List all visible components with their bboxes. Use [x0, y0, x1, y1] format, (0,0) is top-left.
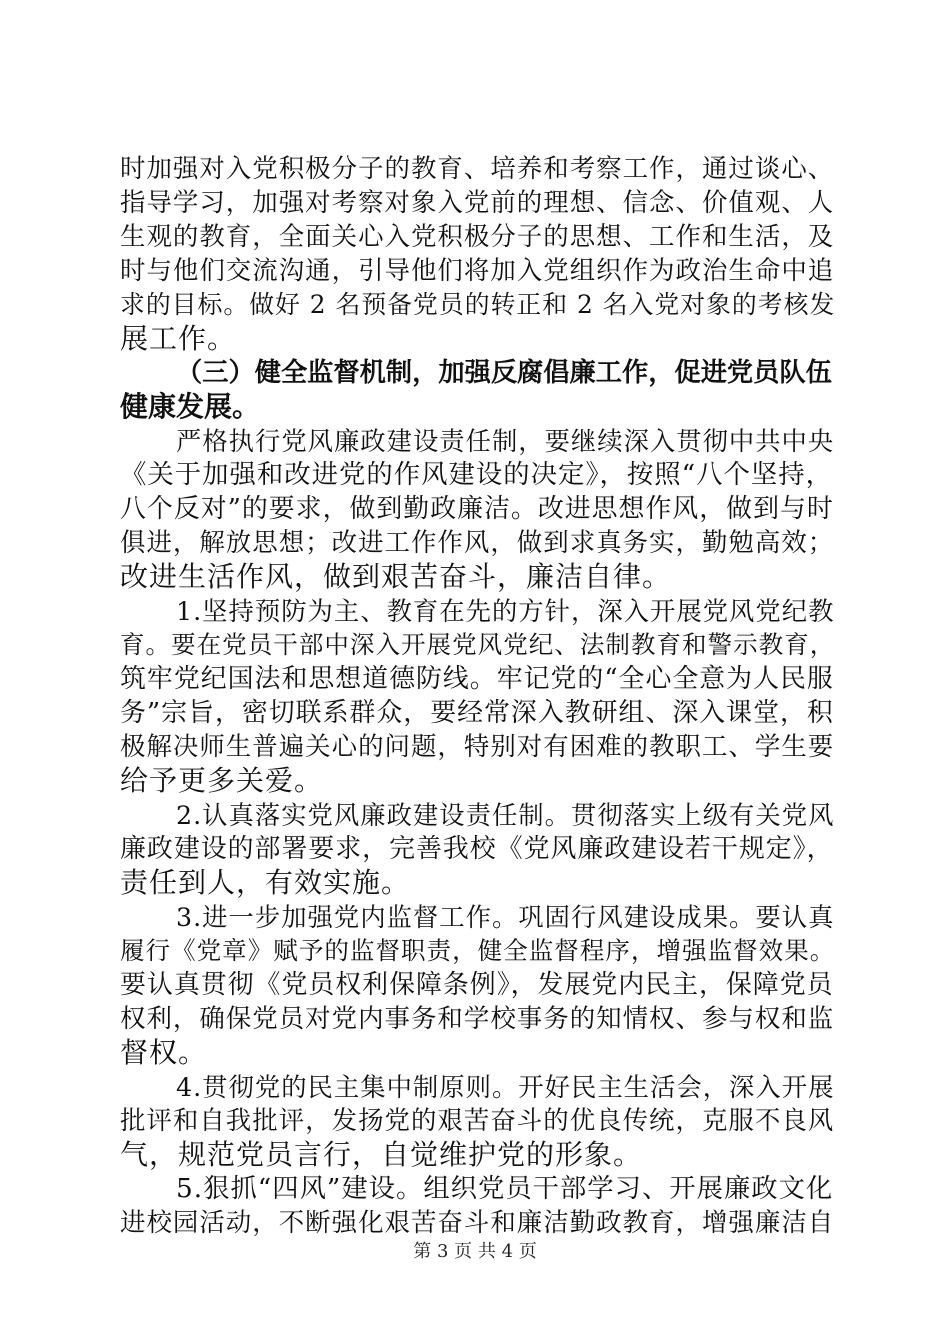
page-footer: 第 3 页 共 4 页 — [413, 1241, 537, 1262]
body-line: 3.进一步加强党内监督工作。巩固行风建设成果。要认真 — [176, 902, 835, 932]
body-line: 生观的教育，全面关心入党积极分子的思想、工作和生活，及 — [120, 222, 835, 252]
body-line: 履行《党章》赋予的监督职责，健全监督程序，增强监督效果。 — [120, 936, 836, 965]
body-line: 八个反对”的要求，做到勤政廉洁。改进思想作风，做到与时 — [120, 494, 834, 524]
body-line: 改进生活作风，做到艰苦奋斗，廉洁自律。 — [120, 560, 672, 593]
body-line: 筑牢党纪国法和思想道德防线。牢记党的“全心全意为人民服 — [120, 664, 834, 694]
body-line: 给予更多关爱。 — [120, 764, 324, 797]
body-line: 严格执行党风廉政建设责任制，要继续深入贯彻中共中央 — [176, 426, 835, 456]
body-line: 要认真贯彻《党员权利保障条例》，发展党内民主，保障党员 — [120, 970, 834, 1000]
body-line: 1.坚持预防为主、教育在先的方针，深入开展党风党纪教 — [176, 596, 835, 626]
body-line: 极解决师生普遍关心的问题，特别对有困难的教职工、学生要 — [120, 732, 835, 762]
body-line: 进校园活动，不断强化艰苦奋斗和廉洁勤政教育，增强廉洁自 — [120, 1208, 835, 1238]
body-line: 气，规范党员言行，自觉维护党的形象。 — [120, 1138, 643, 1171]
body-line: 俱进，解放思想；改进工作作风，做到求真务实，勤勉高效； — [120, 528, 835, 558]
body-line: 权利，确保党员对党内事务和学校事务的知情权、参与权和监 — [120, 1004, 835, 1034]
body-line: 指导学习，加强对考察对象入党前的理想、信念、价值观、人 — [120, 188, 835, 218]
body-line: 廉政建设的部署要求，完善我校《党风廉政建设若干规定》， — [120, 834, 834, 864]
body-line: 责任到人，有效实施。 — [120, 866, 411, 899]
body-line: 4.贯彻党的民主集中制原则。开好民主生活会，深入开展 — [176, 1072, 835, 1102]
body-line: 批评和自我批评，发扬党的艰苦奋斗的优良传统，克服不良风 — [120, 1106, 835, 1136]
body-line: 2.认真落实党风廉政建设责任制。贯彻落实上级有关党风 — [176, 800, 835, 830]
body-line: 育。要在党员干部中深入开展党风党纪、法制教育和警示教育， — [120, 630, 836, 659]
body-line: 展工作。 — [120, 322, 237, 355]
document-body — [120, 152, 836, 1240]
body-line: 务”宗旨，密切联系群众，要经常深入教研组、深入课堂，积 — [120, 698, 834, 728]
section-heading: （三）健全监督机制，加强反腐倡廉工作，促进党员队伍 — [176, 358, 832, 388]
body-line: 求的目标。做好 2 名预备党员的转正和 2 名入党对象的考核发 — [120, 290, 836, 319]
section-heading: 健康发展。 — [120, 390, 261, 423]
body-line: 时与他们交流沟通，引导他们将加入党组织作为政治生命中追 — [120, 256, 835, 286]
body-line: 时加强对入党积极分子的教育、培养和考察工作，通过谈心、 — [120, 154, 835, 184]
body-line: 《关于加强和改进党的作风建设的决定》，按照“八个坚持， — [120, 460, 834, 490]
body-line: 5.狠抓“四风”建设。组织党员干部学习、开展廉政文化 — [176, 1174, 834, 1204]
body-line: 督权。 — [120, 1036, 208, 1069]
